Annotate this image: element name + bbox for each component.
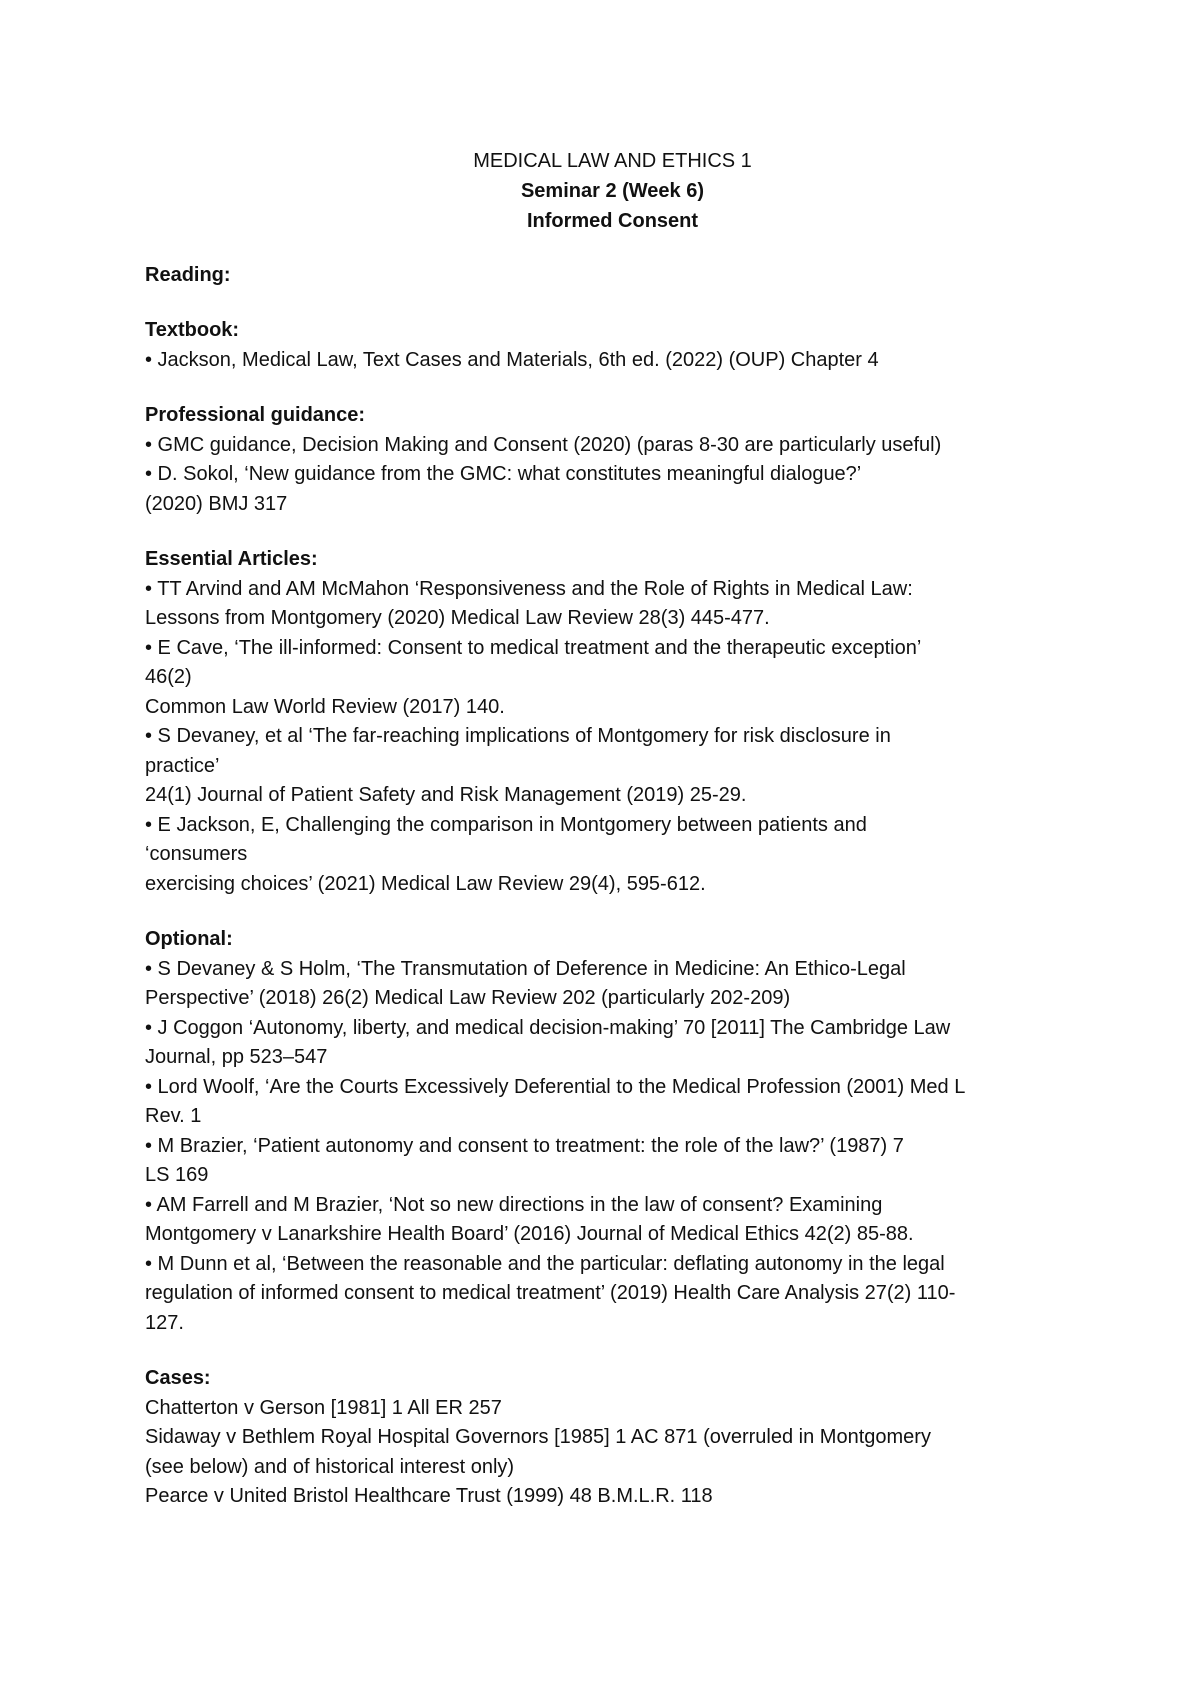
section-heading: Optional: [145,928,233,950]
text-line: • S Devaney, et al ‘The far-reaching implications of Montgomery for risk disclosure in [145,725,891,747]
text-line: • M Brazier, ‘Patient autonomy and consent to treatment: the role of the law?’ (1987) 7 [145,1134,904,1157]
seminar-title: Seminar 2 (Week 6) [520,180,705,202]
topic-title: Informed Consent [526,210,699,232]
text-line: ‘consumers [145,843,248,865]
text-line: Rev. 1 [145,1105,202,1127]
section-professional-guidance [145,401,1080,519]
text-line: 24(1) Journal of Patient Safety and Risk Management (2019) 25-29. [145,784,747,806]
text-line: Perspective’ (2018) 26(2) Medical Law Review 202 (particularly 202-209) [145,987,791,1009]
section-heading: Cases: [145,1367,211,1389]
text-line: exercising choices’ (2021) Medical Law Review 29(4), 595-612. [145,872,706,895]
text-line: • S Devaney & S Holm, ‘The Transmutation of Deference in Medicine: An Ethico-Legal [145,957,906,980]
section-lines [145,955,1080,1339]
text-line: • Lord Woolf, ‘Are the Courts Excessively Deferential to the Medical Profession (2001) Med L [145,1075,966,1098]
text-line: Chatterton v Gerson [1981] 1 All ER 257 [145,1396,502,1419]
text-line: • AM Farrell and M Brazier, ‘Not so new directions in the law of consent? Examining [145,1193,883,1216]
section-lines [145,346,1080,376]
text-line: Montgomery v Lanarkshire Health Board’ (2016) Journal of Medical Ethics 42(2) 85-88. [145,1223,914,1245]
text-line: Journal, pp 523–547 [145,1046,328,1068]
text-line: • GMC guidance, Decision Making and Consent (2020) (paras 8-30 are particularly useful) [145,433,942,456]
section-cases [145,1364,1080,1512]
text-line: • E Cave, ‘The ill-informed: Consent to medical treatment and the therapeutic exception’ [145,636,922,659]
text-line: 46(2) [145,666,192,688]
text-line: • D. Sokol, ‘New guidance from the GMC: what constitutes meaningful dialogue?’ [145,463,862,485]
section-heading: Textbook: [145,319,240,341]
section-textbook [145,316,1080,375]
text-line: Sidaway v Bethlem Royal Hospital Governors [1985] 1 AC 871 (overruled in Montgomery [145,1426,931,1448]
text-line: (2020) BMJ 317 [145,492,288,515]
text-line: 127. [145,1311,184,1334]
text-line: (see below) and of historical interest only) [145,1455,515,1478]
section-heading: Professional guidance: [145,404,366,426]
text-line: Pearce v United Bristol Healthcare Trust (1999) 48 B.M.L.R. 118 [145,1485,713,1507]
section-lines [145,431,1080,520]
text-line: Common Law World Review (2017) 140. [145,695,505,718]
text-line: practice’ [145,754,220,777]
text-line: • J Coggon ‘Autonomy, liberty, and medical decision-making’ 70 [2011] The Cambridge Law [145,1016,951,1039]
text-line: regulation of informed consent to medical treatment’ (2019) Health Care Analysis 27(2) 110- [145,1282,956,1304]
text-line: • Jackson, Medical Law, Text Cases and Materials, 6th ed. (2022) (OUP) Chapter 4 [145,348,879,371]
text-line: LS 169 [145,1164,209,1186]
title-block [145,146,1080,236]
course-title: MEDICAL LAW AND ETHICS 1 [473,150,752,172]
section-lines [145,1394,1080,1512]
reading-label: Reading: [145,264,231,286]
section-essential-articles [145,545,1080,899]
text-line: • TT Arvind and AM McMahon ‘Responsiveness and the Role of Rights in Medical Law: [145,577,913,600]
text-line: Lessons from Montgomery (2020) Medical Law Review 28(3) 445-477. [145,607,770,629]
section-lines [145,575,1080,900]
text-line: • E Jackson, E, Challenging the comparison in Montgomery between patients and [145,813,867,836]
section-optional [145,925,1080,1338]
section-heading: Essential Articles: [145,548,318,570]
text-line: • M Dunn et al, ‘Between the reasonable and the particular: deflating autonomy in the legal [145,1252,945,1275]
